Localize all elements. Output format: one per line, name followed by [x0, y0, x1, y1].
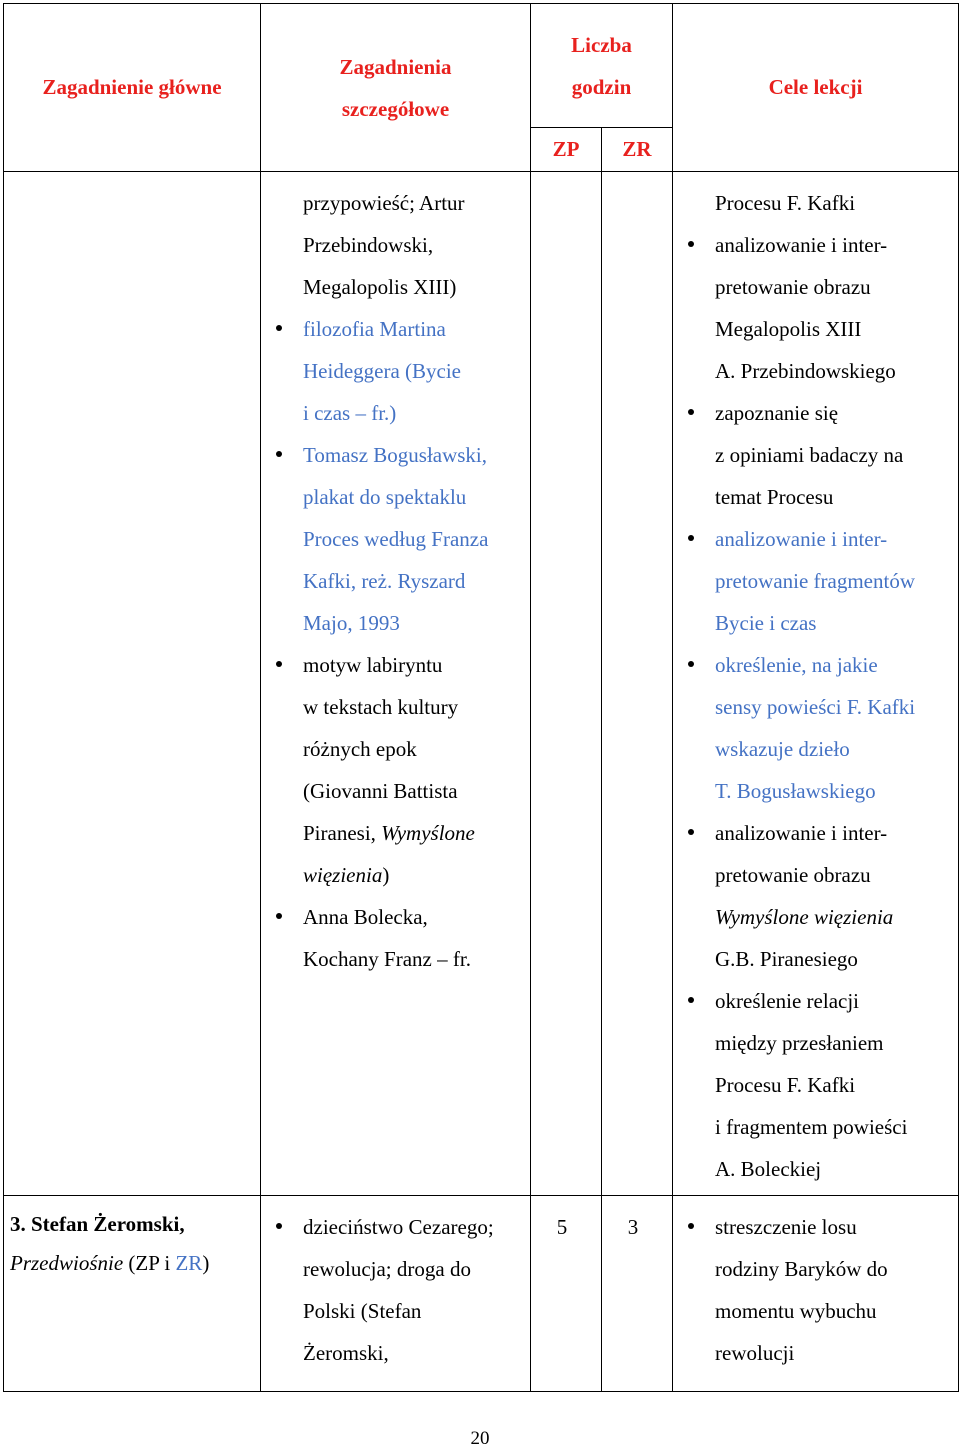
row2-main-subtitle [10, 1242, 256, 1284]
lesson-plan-table [3, 3, 959, 1392]
list-item [681, 602, 954, 644]
list-item [681, 1206, 954, 1248]
row2-detail-topics [261, 1196, 531, 1392]
list-item-text: pretowanie obrazu [715, 275, 871, 299]
list-item [269, 770, 526, 812]
list-item-text: różnych epok [303, 737, 417, 761]
list-item-text: sensy powieści F. Kafki [715, 695, 916, 719]
list-item-text: rodziny Baryków do [715, 1257, 888, 1281]
row2-zr-hours [602, 1196, 673, 1392]
list-item [681, 392, 954, 434]
list-item [269, 896, 526, 938]
list-item-text: motyw labiryntu [303, 653, 443, 677]
list-item [681, 644, 954, 686]
list-item-text: przypowieść; Artur [303, 191, 465, 215]
list-item-text: T. Bogusławskiego [715, 779, 876, 803]
header-main-topic: Zagadnienie główne [4, 4, 261, 172]
list-item-text: Procesu F. Kafki [715, 191, 856, 215]
row1-main-topic [4, 172, 261, 1196]
list-item-text: Megalopolis XIII [715, 317, 862, 341]
header-detail-topics: Zagadnienia szczegółowe [261, 4, 531, 172]
row2-close-paren: ) [202, 1251, 210, 1275]
list-item-text: rewolucji [715, 1341, 795, 1365]
list-item [269, 854, 526, 896]
list-item [681, 476, 954, 518]
list-item [269, 476, 526, 518]
list-item-text: Kochany Franz – fr. [303, 947, 471, 971]
list-item [269, 224, 526, 266]
list-item [269, 518, 526, 560]
list-item [681, 224, 954, 266]
list-item [269, 182, 526, 224]
list-item-text: Piranesi, [303, 821, 382, 845]
list-item-text: Majo, 1993 [303, 611, 400, 635]
list-item-text: dzieciństwo Cezarego; [303, 1215, 494, 1239]
row2-work-title: Przedwiośnie [10, 1251, 124, 1275]
list-item [269, 560, 526, 602]
list-item-text: pretowanie obrazu [715, 863, 871, 887]
row2-main-title-line: 3. Stefan Żeromski, [10, 1212, 185, 1236]
list-item-tail: Wymyślone [381, 821, 475, 845]
list-item-text: określenie relacji [715, 989, 860, 1013]
row1-goals [673, 172, 959, 1196]
list-item-text: określenie, na jakie [715, 653, 878, 677]
header-hours: Liczba godzin [531, 4, 673, 128]
list-item [269, 266, 526, 308]
list-item-text: i fragmentem powieści [715, 1115, 908, 1139]
list-item [269, 1332, 526, 1374]
list-item-text: Heideggera (Bycie [303, 359, 462, 383]
list-item [681, 770, 954, 812]
list-item [269, 434, 526, 476]
list-item [681, 182, 954, 224]
row1-detail-topics [261, 172, 531, 1196]
list-item-text: Przebindowski, [303, 233, 434, 257]
list-item [269, 686, 526, 728]
list-item-text: Megalopolis XIII) [303, 275, 457, 299]
list-item [269, 392, 526, 434]
list-item [681, 1148, 954, 1190]
list-item-text: Tomasz Bogusławski, [303, 443, 488, 467]
list-item-text: filozofia Martina [303, 317, 446, 341]
list-item-text: wskazuje dzieło [715, 737, 850, 761]
list-item [681, 1248, 954, 1290]
list-item-text: Proces według Franza [303, 527, 489, 551]
list-item-text: (Giovanni Battista [303, 779, 458, 803]
list-item-text: analizowanie i inter- [715, 233, 888, 257]
list-item [269, 602, 526, 644]
list-item [681, 1106, 954, 1148]
list-item [681, 1332, 954, 1374]
list-item [681, 1064, 954, 1106]
list-item [681, 350, 954, 392]
list-item [269, 350, 526, 392]
list-item [681, 728, 954, 770]
list-item-text: plakat do spektaklu [303, 485, 467, 509]
list-item-text: A. Przebindowskiego [715, 359, 896, 383]
page-number: 20 [470, 1428, 490, 1449]
list-item [681, 686, 954, 728]
list-item-text: A. Boleckiej [715, 1157, 822, 1181]
list-item-text: temat Procesu [715, 485, 834, 509]
list-item [269, 1290, 526, 1332]
row2-zp-hours [531, 1196, 602, 1392]
list-item [269, 1206, 526, 1248]
row2-zp-value: 5 [556, 1215, 568, 1239]
list-item-text: i czas – fr.) [303, 401, 397, 425]
list-item [269, 812, 526, 854]
row2-goals [673, 1196, 959, 1392]
list-item [681, 896, 954, 938]
list-item [269, 644, 526, 686]
list-item [269, 938, 526, 980]
list-item [269, 728, 526, 770]
header-goals: Cele lekcji [673, 4, 959, 172]
list-item-text: analizowanie i inter- [715, 821, 888, 845]
row2-zr-value: 3 [627, 1215, 639, 1239]
row2-zp-tag: (ZP i [123, 1251, 176, 1275]
list-item [269, 308, 526, 350]
list-item-text: momentu wybuchu [715, 1299, 877, 1323]
list-item-text: w tekstach kultury [303, 695, 459, 719]
list-item-text: Bycie i czas [715, 611, 817, 635]
list-item-text: z opiniami badaczy na [715, 443, 904, 467]
list-item [681, 1290, 954, 1332]
row2-main-topic [4, 1196, 261, 1392]
list-item [681, 560, 954, 602]
list-item-text: Kafki, reż. Ryszard [303, 569, 466, 593]
list-item [681, 812, 954, 854]
list-item [681, 434, 954, 476]
list-item [681, 938, 954, 980]
list-item-text: Procesu F. Kafki [715, 1073, 856, 1097]
list-item-text: między przesłaniem [715, 1031, 884, 1055]
row1-zr-hours [602, 172, 673, 1196]
list-item [681, 854, 954, 896]
list-item [681, 1022, 954, 1064]
list-item-text: Anna Bolecka, [303, 905, 428, 929]
list-item-text: G.B. Piranesiego [715, 947, 858, 971]
list-item [681, 980, 954, 1022]
header-zp: ZP [531, 128, 602, 172]
list-item-text: więzienia [303, 863, 383, 887]
list-item-text: Polski (Stefan [303, 1299, 422, 1323]
list-item [681, 308, 954, 350]
list-item-text: zapoznanie się [715, 401, 839, 425]
list-item-text: streszczenie losu [715, 1215, 857, 1239]
list-item [681, 518, 954, 560]
list-item-text: Żeromski, [303, 1341, 389, 1365]
list-item-text: Wymyślone więzienia [715, 905, 894, 929]
list-item [269, 1248, 526, 1290]
header-zr: ZR [602, 128, 673, 172]
row2-zr-tag: ZR [175, 1251, 203, 1275]
list-item-tail: ) [382, 863, 390, 887]
list-item-text: pretowanie fragmentów [715, 569, 916, 593]
list-item-text: rewolucja; droga do [303, 1257, 471, 1281]
list-item [681, 266, 954, 308]
row1-zp-hours [531, 172, 602, 1196]
list-item-text: analizowanie i inter- [715, 527, 888, 551]
